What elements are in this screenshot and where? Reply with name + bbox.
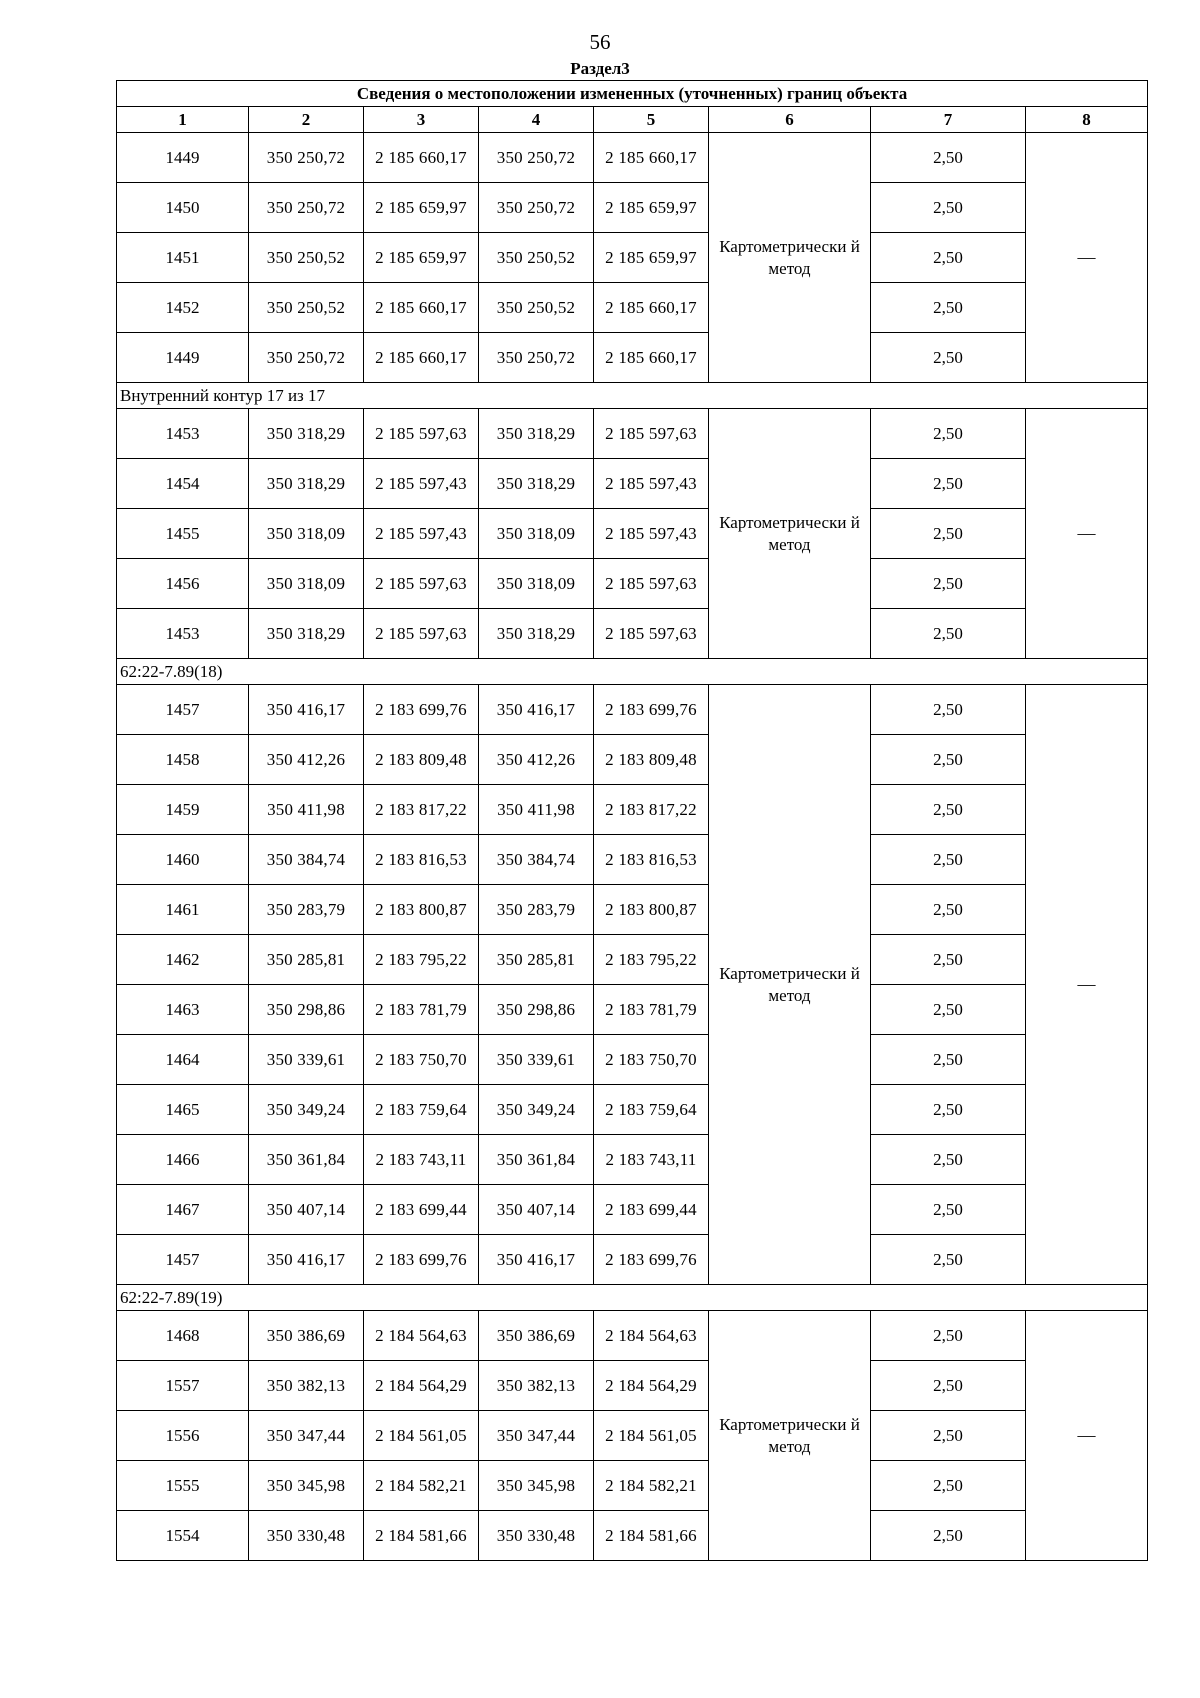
boundary-table [116, 80, 1148, 1561]
y-coordinate-new: 2 184 581,66 [594, 1511, 709, 1561]
group-label: 62:22-7.89(18) [117, 659, 1148, 685]
x-coordinate-old: 350 318,29 [249, 459, 364, 509]
accuracy-value: 2,50 [871, 1461, 1026, 1511]
column8-dash: — [1026, 685, 1148, 1285]
point-number: 1465 [117, 1085, 249, 1135]
x-coordinate-new: 350 250,52 [479, 233, 594, 283]
group-header-row [117, 383, 1148, 409]
y-coordinate-new: 2 185 660,17 [594, 333, 709, 383]
x-coordinate-new: 350 250,52 [479, 283, 594, 333]
accuracy-value: 2,50 [871, 333, 1026, 383]
x-coordinate-old: 350 407,14 [249, 1185, 364, 1235]
point-number: 1557 [117, 1361, 249, 1411]
y-coordinate-old: 2 184 581,66 [364, 1511, 479, 1561]
column-number: 8 [1026, 107, 1148, 133]
y-coordinate-new: 2 185 597,63 [594, 559, 709, 609]
y-coordinate-old: 2 185 659,97 [364, 183, 479, 233]
table-row [117, 1185, 1148, 1235]
y-coordinate-old: 2 185 597,43 [364, 509, 479, 559]
group-label: Внутренний контур 17 из 17 [117, 383, 1148, 409]
accuracy-value: 2,50 [871, 1085, 1026, 1135]
y-coordinate-old: 2 185 597,63 [364, 559, 479, 609]
x-coordinate-new: 350 416,17 [479, 685, 594, 735]
accuracy-value: 2,50 [871, 559, 1026, 609]
table-row [117, 785, 1148, 835]
y-coordinate-old: 2 183 781,79 [364, 985, 479, 1035]
y-coordinate-new: 2 185 597,63 [594, 409, 709, 459]
table-row [117, 233, 1148, 283]
accuracy-value: 2,50 [871, 283, 1026, 333]
y-coordinate-old: 2 185 597,63 [364, 609, 479, 659]
x-coordinate-new: 350 250,72 [479, 183, 594, 233]
x-coordinate-new: 350 330,48 [479, 1511, 594, 1561]
method-cell: Картометрически й метод [709, 1311, 871, 1561]
y-coordinate-new: 2 183 750,70 [594, 1035, 709, 1085]
y-coordinate-new: 2 183 795,22 [594, 935, 709, 985]
x-coordinate-new: 350 411,98 [479, 785, 594, 835]
y-coordinate-old: 2 185 660,17 [364, 333, 479, 383]
x-coordinate-new: 350 361,84 [479, 1135, 594, 1185]
y-coordinate-old: 2 183 699,44 [364, 1185, 479, 1235]
y-coordinate-old: 2 183 816,53 [364, 835, 479, 885]
x-coordinate-old: 350 416,17 [249, 1235, 364, 1285]
y-coordinate-new: 2 185 660,17 [594, 133, 709, 183]
point-number: 1461 [117, 885, 249, 935]
table-row [117, 1085, 1148, 1135]
accuracy-value: 2,50 [871, 735, 1026, 785]
x-coordinate-new: 350 345,98 [479, 1461, 594, 1511]
accuracy-value: 2,50 [871, 459, 1026, 509]
point-number: 1450 [117, 183, 249, 233]
x-coordinate-old: 350 318,29 [249, 609, 364, 659]
accuracy-value: 2,50 [871, 1185, 1026, 1235]
x-coordinate-new: 350 384,74 [479, 835, 594, 885]
x-coordinate-old: 350 250,52 [249, 233, 364, 283]
y-coordinate-new: 2 185 597,63 [594, 609, 709, 659]
y-coordinate-new: 2 185 597,43 [594, 459, 709, 509]
y-coordinate-new: 2 184 582,21 [594, 1461, 709, 1511]
y-coordinate-new: 2 185 659,97 [594, 233, 709, 283]
accuracy-value: 2,50 [871, 785, 1026, 835]
y-coordinate-old: 2 184 561,05 [364, 1411, 479, 1461]
y-coordinate-new: 2 183 699,76 [594, 1235, 709, 1285]
x-coordinate-old: 350 285,81 [249, 935, 364, 985]
y-coordinate-new: 2 185 660,17 [594, 283, 709, 333]
table-row [117, 333, 1148, 383]
table-row [117, 459, 1148, 509]
point-number: 1453 [117, 409, 249, 459]
x-coordinate-new: 350 339,61 [479, 1035, 594, 1085]
y-coordinate-new: 2 184 564,63 [594, 1311, 709, 1361]
accuracy-value: 2,50 [871, 985, 1026, 1035]
y-coordinate-old: 2 183 817,22 [364, 785, 479, 835]
accuracy-value: 2,50 [871, 835, 1026, 885]
y-coordinate-new: 2 185 659,97 [594, 183, 709, 233]
table-row [117, 283, 1148, 333]
table-row [117, 835, 1148, 885]
x-coordinate-old: 350 361,84 [249, 1135, 364, 1185]
column-number: 7 [871, 107, 1026, 133]
x-coordinate-old: 350 318,09 [249, 509, 364, 559]
accuracy-value: 2,50 [871, 1311, 1026, 1361]
accuracy-value: 2,50 [871, 509, 1026, 559]
point-number: 1466 [117, 1135, 249, 1185]
point-number: 1455 [117, 509, 249, 559]
point-number: 1464 [117, 1035, 249, 1085]
table-row [117, 735, 1148, 785]
y-coordinate-new: 2 183 781,79 [594, 985, 709, 1035]
x-coordinate-new: 350 318,29 [479, 409, 594, 459]
y-coordinate-old: 2 183 743,11 [364, 1135, 479, 1185]
x-coordinate-new: 350 349,24 [479, 1085, 594, 1135]
point-number: 1555 [117, 1461, 249, 1511]
accuracy-value: 2,50 [871, 133, 1026, 183]
accuracy-value: 2,50 [871, 1135, 1026, 1185]
y-coordinate-old: 2 184 582,21 [364, 1461, 479, 1511]
y-coordinate-new: 2 185 597,43 [594, 509, 709, 559]
table-caption: Сведения о местоположении измененных (уточненных) границ объекта [117, 81, 1148, 107]
x-coordinate-new: 350 412,26 [479, 735, 594, 785]
table-row [117, 559, 1148, 609]
accuracy-value: 2,50 [871, 183, 1026, 233]
point-number: 1454 [117, 459, 249, 509]
point-number: 1554 [117, 1511, 249, 1561]
x-coordinate-new: 350 386,69 [479, 1311, 594, 1361]
method-cell: Картометрически й метод [709, 133, 871, 383]
table-row [117, 1361, 1148, 1411]
point-number: 1449 [117, 333, 249, 383]
x-coordinate-new: 350 285,81 [479, 935, 594, 985]
group-label: 62:22-7.89(19) [117, 1285, 1148, 1311]
x-coordinate-new: 350 250,72 [479, 333, 594, 383]
y-coordinate-new: 2 183 809,48 [594, 735, 709, 785]
accuracy-value: 2,50 [871, 233, 1026, 283]
table-row [117, 1035, 1148, 1085]
y-coordinate-old: 2 184 564,63 [364, 1311, 479, 1361]
accuracy-value: 2,50 [871, 1035, 1026, 1085]
y-coordinate-new: 2 183 816,53 [594, 835, 709, 885]
x-coordinate-old: 350 349,24 [249, 1085, 364, 1135]
x-coordinate-new: 350 407,14 [479, 1185, 594, 1235]
column8-dash: — [1026, 409, 1148, 659]
y-coordinate-old: 2 183 699,76 [364, 1235, 479, 1285]
x-coordinate-old: 350 318,09 [249, 559, 364, 609]
x-coordinate-old: 350 411,98 [249, 785, 364, 835]
point-number: 1457 [117, 685, 249, 735]
point-number: 1459 [117, 785, 249, 835]
y-coordinate-old: 2 185 597,63 [364, 409, 479, 459]
table-row [117, 1135, 1148, 1185]
table-row [117, 409, 1148, 459]
x-coordinate-new: 350 416,17 [479, 1235, 594, 1285]
x-coordinate-new: 350 283,79 [479, 885, 594, 935]
x-coordinate-new: 350 298,86 [479, 985, 594, 1035]
table-row [117, 1511, 1148, 1561]
y-coordinate-old: 2 185 660,17 [364, 133, 479, 183]
point-number: 1453 [117, 609, 249, 659]
accuracy-value: 2,50 [871, 1511, 1026, 1561]
table-row [117, 183, 1148, 233]
y-coordinate-new: 2 183 817,22 [594, 785, 709, 835]
y-coordinate-new: 2 183 699,76 [594, 685, 709, 735]
y-coordinate-new: 2 183 743,11 [594, 1135, 709, 1185]
point-number: 1468 [117, 1311, 249, 1361]
point-number: 1456 [117, 559, 249, 609]
column-number: 4 [479, 107, 594, 133]
y-coordinate-old: 2 183 795,22 [364, 935, 479, 985]
x-coordinate-old: 350 283,79 [249, 885, 364, 935]
x-coordinate-old: 350 330,48 [249, 1511, 364, 1561]
y-coordinate-old: 2 185 660,17 [364, 283, 479, 333]
y-coordinate-old: 2 183 800,87 [364, 885, 479, 935]
table-row [117, 1235, 1148, 1285]
point-number: 1467 [117, 1185, 249, 1235]
table-row [117, 1311, 1148, 1361]
y-coordinate-old: 2 183 759,64 [364, 1085, 479, 1135]
y-coordinate-new: 2 184 564,29 [594, 1361, 709, 1411]
y-coordinate-new: 2 184 561,05 [594, 1411, 709, 1461]
accuracy-value: 2,50 [871, 409, 1026, 459]
x-coordinate-old: 350 382,13 [249, 1361, 364, 1411]
point-number: 1458 [117, 735, 249, 785]
accuracy-value: 2,50 [871, 609, 1026, 659]
point-number: 1463 [117, 985, 249, 1035]
y-coordinate-old: 2 183 699,76 [364, 685, 479, 735]
x-coordinate-old: 350 412,26 [249, 735, 364, 785]
x-coordinate-old: 350 347,44 [249, 1411, 364, 1461]
y-coordinate-old: 2 184 564,29 [364, 1361, 479, 1411]
x-coordinate-old: 350 298,86 [249, 985, 364, 1035]
accuracy-value: 2,50 [871, 1235, 1026, 1285]
table-row [117, 935, 1148, 985]
table-row [117, 985, 1148, 1035]
y-coordinate-old: 2 185 659,97 [364, 233, 479, 283]
method-cell: Картометрически й метод [709, 409, 871, 659]
column-number: 1 [117, 107, 249, 133]
column8-dash: — [1026, 133, 1148, 383]
y-coordinate-old: 2 183 809,48 [364, 735, 479, 785]
x-coordinate-old: 350 250,72 [249, 333, 364, 383]
table-row [117, 885, 1148, 935]
table-body [117, 133, 1148, 1561]
column-number: 6 [709, 107, 871, 133]
column8-dash: — [1026, 1311, 1148, 1561]
column-number: 3 [364, 107, 479, 133]
point-number: 1449 [117, 133, 249, 183]
x-coordinate-old: 350 250,72 [249, 183, 364, 233]
x-coordinate-new: 350 318,29 [479, 609, 594, 659]
x-coordinate-old: 350 339,61 [249, 1035, 364, 1085]
x-coordinate-old: 350 250,52 [249, 283, 364, 333]
y-coordinate-new: 2 183 800,87 [594, 885, 709, 935]
column-number: 2 [249, 107, 364, 133]
table-row [117, 685, 1148, 735]
point-number: 1462 [117, 935, 249, 985]
x-coordinate-old: 350 318,29 [249, 409, 364, 459]
y-coordinate-new: 2 183 699,44 [594, 1185, 709, 1235]
accuracy-value: 2,50 [871, 1411, 1026, 1461]
table-caption-row [117, 81, 1148, 107]
x-coordinate-old: 350 250,72 [249, 133, 364, 183]
accuracy-value: 2,50 [871, 935, 1026, 985]
point-number: 1457 [117, 1235, 249, 1285]
group-header-row [117, 659, 1148, 685]
x-coordinate-new: 350 250,72 [479, 133, 594, 183]
table-row [117, 509, 1148, 559]
accuracy-value: 2,50 [871, 685, 1026, 735]
x-coordinate-old: 350 345,98 [249, 1461, 364, 1511]
x-coordinate-new: 350 347,44 [479, 1411, 594, 1461]
y-coordinate-old: 2 183 750,70 [364, 1035, 479, 1085]
accuracy-value: 2,50 [871, 1361, 1026, 1411]
column-number: 5 [594, 107, 709, 133]
column-number-row [117, 107, 1148, 133]
group-header-row [117, 1285, 1148, 1311]
x-coordinate-old: 350 416,17 [249, 685, 364, 735]
x-coordinate-new: 350 318,29 [479, 459, 594, 509]
x-coordinate-old: 350 384,74 [249, 835, 364, 885]
y-coordinate-old: 2 185 597,43 [364, 459, 479, 509]
y-coordinate-new: 2 183 759,64 [594, 1085, 709, 1135]
section-title: Раздел3 [570, 59, 630, 78]
x-coordinate-new: 350 382,13 [479, 1361, 594, 1411]
point-number: 1451 [117, 233, 249, 283]
table-row [117, 1461, 1148, 1511]
x-coordinate-new: 350 318,09 [479, 559, 594, 609]
x-coordinate-old: 350 386,69 [249, 1311, 364, 1361]
method-cell: Картометрически й метод [709, 685, 871, 1285]
table-row [117, 133, 1148, 183]
point-number: 1460 [117, 835, 249, 885]
x-coordinate-new: 350 318,09 [479, 509, 594, 559]
table-row [117, 609, 1148, 659]
point-number: 1556 [117, 1411, 249, 1461]
point-number: 1452 [117, 283, 249, 333]
page-number: 56 [589, 30, 611, 54]
accuracy-value: 2,50 [871, 885, 1026, 935]
table-row [117, 1411, 1148, 1461]
